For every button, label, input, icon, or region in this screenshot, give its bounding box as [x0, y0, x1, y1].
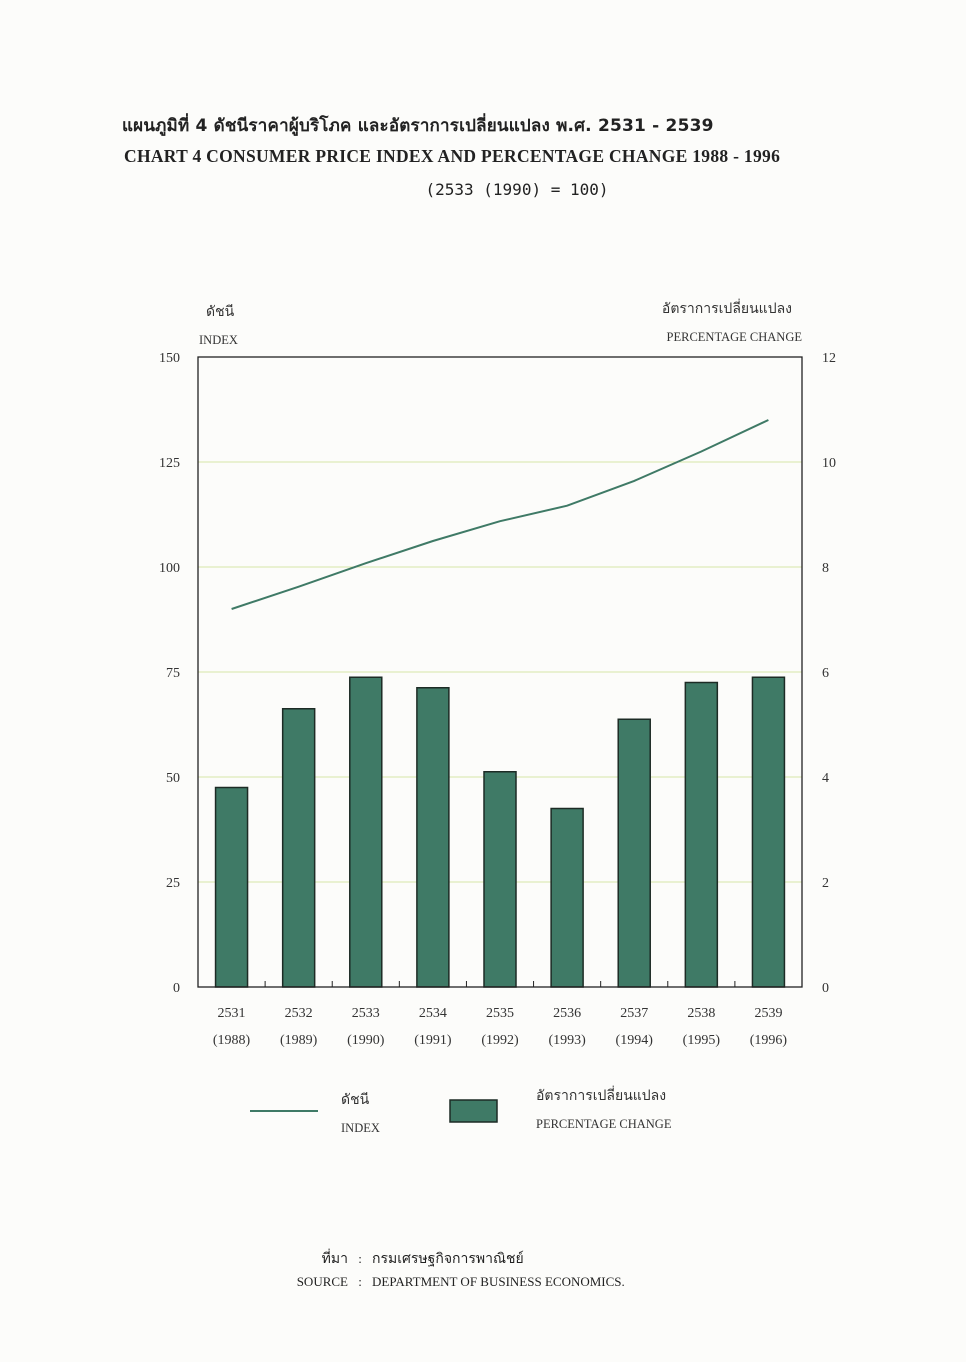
source-value: DEPARTMENT OF BUSINESS ECONOMICS.: [372, 1274, 625, 1289]
legend-pct-label-thai: อัตราการเปลี่ยนแปลง: [536, 1088, 667, 1104]
percentage-change-bar: [216, 788, 248, 988]
left-axis-tick-label: 25: [166, 876, 180, 891]
right-axis-tick-label: 0: [822, 981, 829, 996]
source-note: [286, 1248, 625, 1300]
source-label-thai: ที่มา: [321, 1251, 348, 1267]
source-label: SOURCE: [296, 1274, 348, 1289]
source-colon: :: [358, 1251, 362, 1266]
x-axis-category-label: 2535: [486, 1006, 514, 1021]
base-year-note: (2533 (1990) = 100): [425, 180, 609, 199]
legend-index-label: INDEX: [341, 1121, 380, 1135]
legend-index-label-thai: ดัชนี: [341, 1092, 370, 1108]
percentage-change-bar: [752, 677, 784, 987]
x-axis-year-label: (1989): [280, 1033, 318, 1048]
x-axis-year-label: (1994): [615, 1033, 653, 1048]
percentage-change-bar: [417, 688, 449, 987]
x-axis-category-label: 2534: [418, 1006, 447, 1021]
x-axis-category-label: 2531: [217, 1006, 246, 1021]
right-axis-tick-label: 4: [822, 771, 829, 786]
percentage-change-bar: [484, 772, 516, 987]
left-axis-tick-label: 100: [159, 561, 180, 576]
percentage-change-bar: [685, 683, 717, 988]
x-axis-category-label: 2539: [754, 1006, 783, 1021]
percentage-change-bar: [551, 809, 583, 988]
percentage-change-bar: [618, 719, 650, 987]
left-axis-label-thai: ดัชนี: [206, 304, 235, 320]
source-colon: :: [358, 1274, 362, 1289]
x-axis-year-label: (1993): [548, 1033, 586, 1048]
bar-series: [216, 677, 785, 987]
percentage-change-bar: [283, 709, 315, 987]
chart-title-english: CHART 4 CONSUMER PRICE INDEX AND PERCENTAGE CHANGE 1988 - 1996: [124, 146, 781, 166]
right-axis-label: PERCENTAGE CHANGE: [666, 330, 802, 344]
left-axis-tick-label: 0: [173, 981, 180, 996]
right-axis-tick-label: 12: [822, 351, 836, 366]
x-axis-year-label: (1996): [749, 1033, 788, 1048]
percentage-change-bar: [350, 677, 382, 987]
legend-pct-label: PERCENTAGE CHANGE: [536, 1117, 672, 1131]
x-axis-year-label: (1995): [682, 1033, 720, 1048]
chart-title-thai: แผนภูมิที่ 4 ดัชนีราคาผู้บริโภค และอัตราการเปลี่ยนแปลง พ.ศ. 2531 - 2539: [122, 116, 714, 136]
x-axis-category-label: 2532: [284, 1006, 313, 1021]
x-axis-year-label: (1988): [212, 1033, 251, 1048]
left-axis-tick-label: 50: [166, 771, 180, 786]
line-series: [232, 420, 769, 609]
index-line: [232, 420, 769, 609]
right-axis-label-thai: อัตราการเปลี่ยนแปลง: [661, 301, 792, 317]
left-axis-tick-label: 75: [166, 666, 180, 681]
x-axis-year-label: (1992): [481, 1033, 519, 1048]
x-axis-category-label: 2536: [553, 1006, 582, 1021]
x-axis-category-label: 2537: [620, 1006, 649, 1021]
right-axis-tick-label: 6: [822, 666, 829, 681]
left-axis-tick-label: 150: [159, 351, 180, 366]
x-axis-category-label: 2533: [351, 1006, 380, 1021]
source-value-thai: กรมเศรษฐกิจการพาณิชย์: [372, 1251, 524, 1267]
left-axis-label: INDEX: [199, 333, 238, 347]
right-axis-tick-label: 8: [822, 561, 829, 576]
x-axis-year-label: (1991): [414, 1033, 452, 1048]
right-axis-tick-label: 10: [822, 456, 836, 471]
right-axis-tick-label: 2: [822, 876, 829, 891]
legend-bar-swatch: [450, 1100, 497, 1122]
left-axis-tick-label: 125: [159, 456, 180, 471]
x-axis-category-label: 2538: [687, 1006, 716, 1021]
x-axis-year-label: (1990): [347, 1033, 385, 1048]
